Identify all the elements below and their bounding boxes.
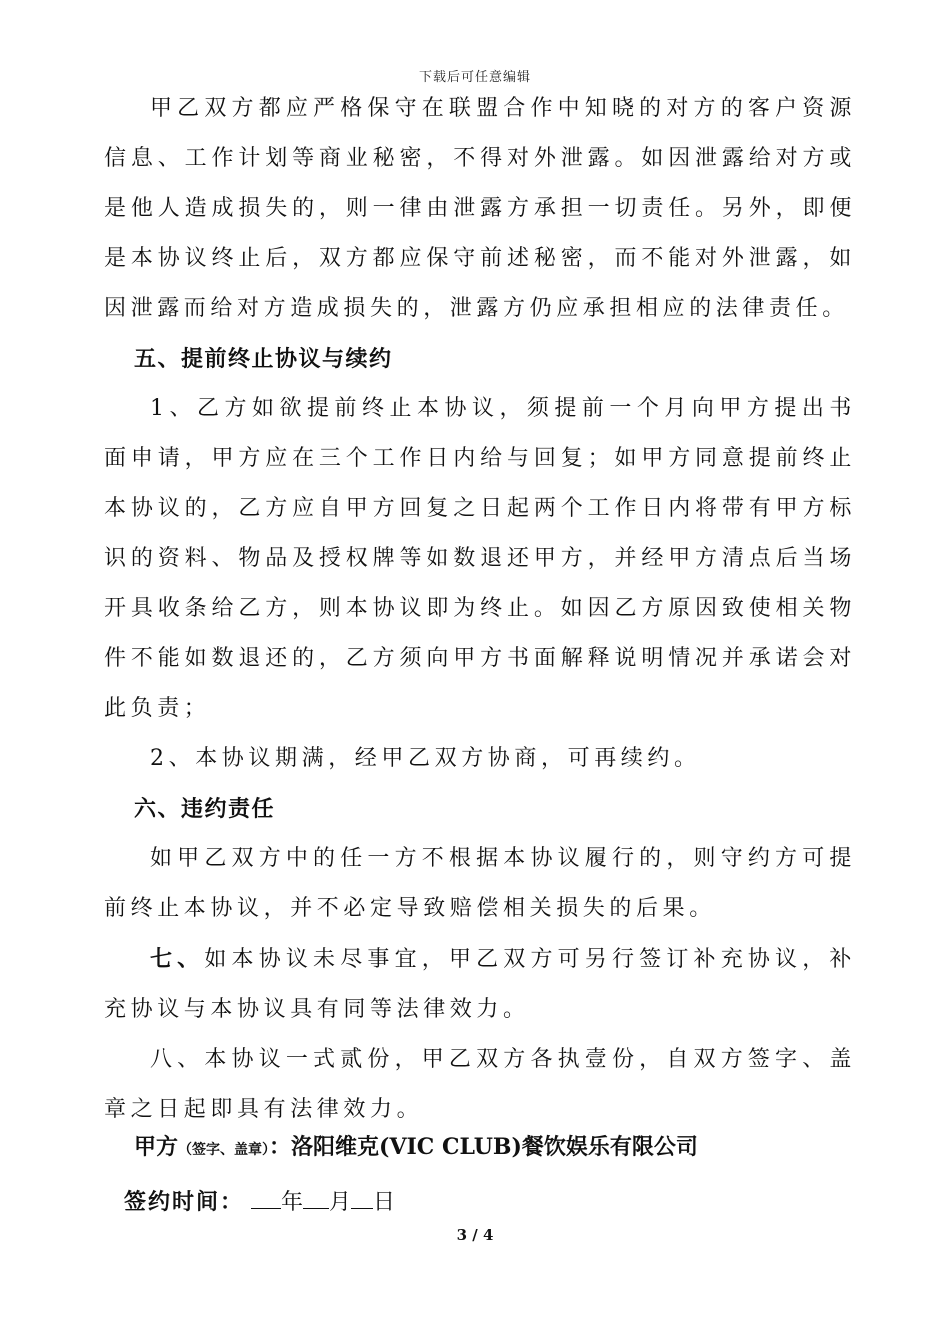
party-a-colon: ： <box>269 1134 292 1160</box>
section7-text: 如本协议未尽事宜，甲乙双方可另行签订补充协议，补充协议与本协议具有同等法律效力。 <box>104 947 857 1022</box>
section8-paragraph: 八、本协议一式贰份，甲乙双方各执壹份，自双方签字、盖章之日起即具有法律效力。 <box>104 1047 856 1122</box>
page-number: 3 / 4 <box>456 1226 494 1244</box>
day-blank <box>351 1188 373 1209</box>
month-blank <box>303 1188 329 1209</box>
confidentiality-paragraph: 甲乙双方都应严格保守在联盟合作中知晓的对方的客户资源信息、工作计划等商业秘密，不得对外泄露。如因泄露给对方或是他人造成损失的，则一律由泄露方承担一切责任。另外，即便是本协议终止后，双方都应保守前述秘密，而不能对外泄露，如因泄露而给对方造成损失的，泄露方仍应承担相应的法律责任。 <box>104 96 856 321</box>
section6-paragraph: 如甲乙双方中的任一方不根据本协议履行的，则守约方可提前终止本协议，并不必定导致赔偿相关损失的后果。 <box>104 846 856 921</box>
party-a-signature-line <box>134 1130 698 1161</box>
header-note: 下载后可任意编辑 <box>418 70 531 85</box>
section5-item1: 1、乙方如欲提前终止本协议，须提前一个月向甲方提出书面申请，甲方应在三个工作日内给与回复；如甲方同意提前终止本协议的，乙方应自甲方回复之日起两个工作日内将带有甲方标识的资料、物品及授权牌等如数退还甲方，并经甲方清点后当场开具收条给乙方，则本协议即为终止。如因乙方原因致使相关物件不能如数退还的，乙方须向甲方书面解释说明情况并承诺会对此负责； <box>104 396 856 721</box>
section7-paragraph <box>104 934 856 1035</box>
year-blank <box>251 1188 281 1209</box>
party-a-label: 甲方 <box>134 1134 179 1160</box>
month-label: 月 <box>329 1190 352 1215</box>
party-a-name: 洛阳维克(VIC CLUB)餐饮娱乐有限公司 <box>291 1134 698 1160</box>
day-label: 日 <box>373 1190 396 1215</box>
signing-date-label: 签约时间： <box>124 1189 245 1215</box>
section6-heading: 六、违约责任 <box>134 796 276 822</box>
document-body <box>104 84 856 1135</box>
year-label: 年 <box>281 1190 304 1215</box>
party-a-note: （签字、盖章） <box>178 1142 270 1158</box>
signing-date-line <box>124 1185 395 1216</box>
section5-item2: 2、本协议期满，经甲乙双方协商，可再续约。 <box>150 746 701 771</box>
section5-heading: 五、提前终止协议与续约 <box>134 346 393 372</box>
section7-label: 七、 <box>150 946 205 972</box>
